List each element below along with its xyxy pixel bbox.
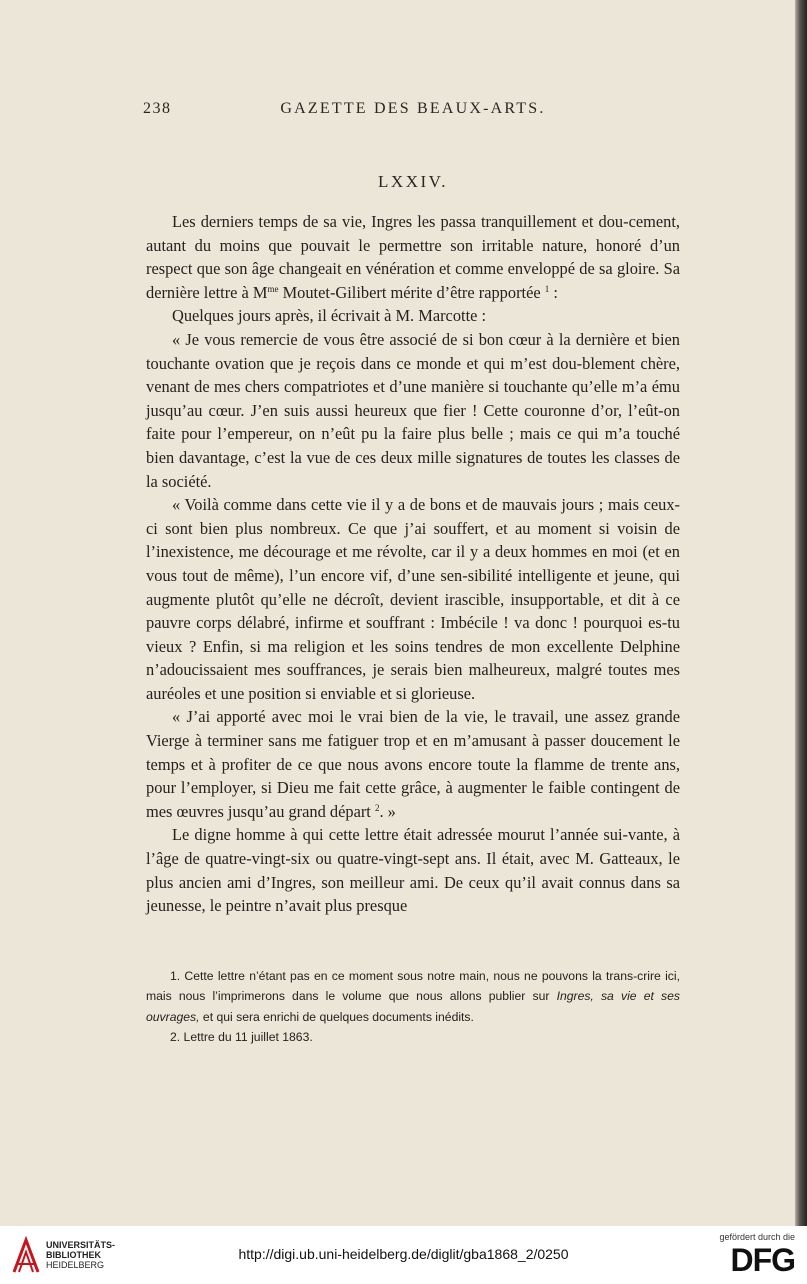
paragraph: « Voilà comme dans cette vie il y a de bons et de mauvais jours ; mais ceux-ci sont bien plus nombreux. Ce que j’ai souffert, et au moment si voisin de l’inexistence, me décourage et me révolte, car il y a deux hommes en moi (et en vous tout de même), l’un encore vif, d’une sen-sibilité intelligente et jeune, qui augmente plutôt qu’elle ne décroît, devient irascible, insupportable, et dit à ce pauvre corps délabré, infirme et souffrant : Imbécile ! va donc ! pourquoi es-tu vieux ? Enfin, si ma religion et les soins tendres de mon excellente Delphine n’adoucissaient mes souffrances, je serais bien malheureux, malgré toutes mes auréoles et une position si enviable et si glorieuse. xyxy=(146,495,680,703)
running-header xyxy=(143,100,683,124)
footnote-1: 1. Cette lettre n’étant pas en ce moment sous notre main, nous ne pouvons la trans-crire ici, mais nous l’imprimerons dans le volume que nous allons publier sur Ingres, sa vie et ses ouvrages, et qui sera enrichi de quelques documents inédits. xyxy=(146,969,680,1024)
section-heading: LXXIV. xyxy=(378,172,448,191)
footnote-ref[interactable]: 1 xyxy=(544,283,550,294)
paragraph: Les derniers temps de sa vie, Ingres les passa tranquillement et dou-cement, autant du moins que pouvait le permettre son irritable nature, honoré d’un respect que son âge changeait en vénération et comme enveloppé de sa gloire. Sa dernière lettre à $M^{me}$ Moutet-Gilibert mérite d’être rapportée $^1$ : xyxy=(146,212,680,302)
library-name: UNIVERSITÄTS- BIBLIOTHEK HEIDELBERG xyxy=(46,1240,116,1270)
viewer-footer xyxy=(0,1226,807,1284)
running-title: GAZETTE DES BEAUX-ARTS. xyxy=(280,100,546,117)
funding-caption: gefördert durch die xyxy=(719,1232,795,1242)
superscript-me: me xyxy=(267,283,279,294)
dfg-logo[interactable]: DFG xyxy=(730,1242,795,1278)
footnotes xyxy=(146,966,680,1048)
paragraph: Le digne homme à qui cette lettre était adressée mourut l’année sui-vante, à l’âge de quatre-vingt-six ou quatre-vingt-sept ans. Il était, avec M. Gatteaux, le plus ancien ami d’Ingres, son meilleur ami. De ceux qu’il avait connus dans sa jeunesse, le peintre n’avait plus presque xyxy=(146,825,680,916)
paragraph: « Je vous remercie de vous être associé de si bon cœur à la dernière et bien touchante ovation que je reçois dans ce monde et qui m’est dou-blement chère, venant de mes chers compatriotes et d’une manière si touchante qu’elle m’a ému jusqu’au cœur. J’en suis aussi heureux que fier ! Cette couronne d’or, l’eût-on faite pour l’empereur, on n’eût pu la faire plus belle ; mais ce qui m’a touché bien davantage, c’est la vue de ces deux mille signatures de toutes les classes de la société. xyxy=(146,329,680,491)
body-text xyxy=(146,210,680,918)
paragraph: « J’ai apporté avec moi le vrai bien de la vie, le travail, une assez grande Vierge à terminer sans me fatiguer trop et en m’amusant à passer doucement le temps et à profiter de ce que nous avons encore toute la flamme de trente ans, pour l’employer, si Dieu me fait cette grâce, à augmenter le faible contingent de mes œuvres jusqu’au grand départ $^2$. » xyxy=(146,707,680,821)
footnote-2: 2. Lettre du 11 juillet 1863. xyxy=(170,1030,313,1045)
permalink-url[interactable]: http://digi.ub.uni-heidelberg.de/diglit/gba1868_2/0250 xyxy=(238,1246,569,1262)
paragraph: Quelques jours après, il écrivait à M. Marcotte : xyxy=(172,306,487,326)
footnote-ref[interactable]: 2 xyxy=(374,802,380,813)
page-number: 238 xyxy=(143,100,172,117)
page-edge xyxy=(795,0,807,1226)
